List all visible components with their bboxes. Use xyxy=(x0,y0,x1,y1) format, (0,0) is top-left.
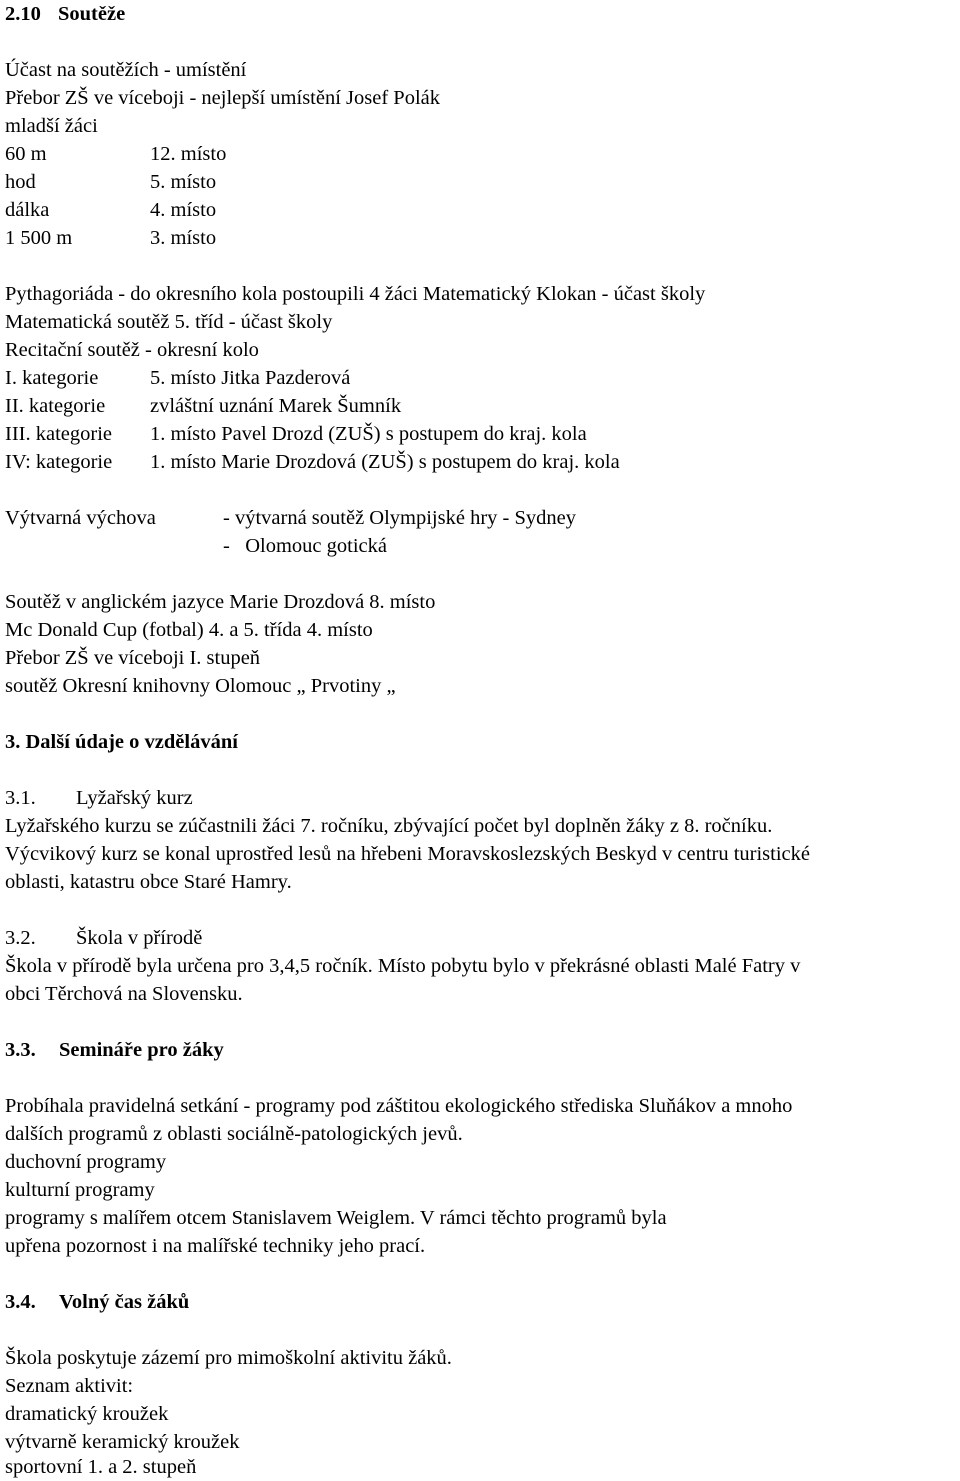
subsection-heading-3-2 xyxy=(5,926,203,950)
result-event: 60 m xyxy=(5,143,47,165)
result-row xyxy=(5,226,217,250)
text-line: Recitační soutěž - okresní kolo xyxy=(5,339,259,361)
text-line: upřena pozornost i na malířské techniky jeho prací. xyxy=(5,1235,426,1257)
text-line: Výcvikový kurz se konal uprostřed lesů na hřebeni Moravskoslezských Beskyd v centru turistické xyxy=(5,843,810,865)
category-value: 5. místo Jitka Pazderová xyxy=(150,367,351,389)
category-label: IV: kategorie xyxy=(5,451,113,473)
section-heading-2-10 xyxy=(5,2,125,26)
category-value: 1. místo Marie Drozdová (ZUŠ) s postupem do kraj. kola xyxy=(150,451,620,473)
subsection-heading-3-4 xyxy=(5,1290,190,1314)
text-line: mladší žáci xyxy=(5,115,98,137)
category-label: III. kategorie xyxy=(5,423,112,445)
text-line: výtvarně keramický kroužek xyxy=(5,1431,240,1453)
text-line: Soutěž v anglickém jazyce Marie Drozdová 8. místo xyxy=(5,591,436,613)
result-event: dálka xyxy=(5,199,50,221)
section-heading-3: 3. Další údaje o vzdělávání xyxy=(5,731,238,753)
subsection-title: Volný čas žáků xyxy=(59,1291,190,1313)
text-line: Pythagoriáda - do okresního kola postoupili 4 žáci Matematický Klokan - účast školy xyxy=(5,283,706,305)
subsection-title: Lyžařský kurz xyxy=(76,787,193,809)
text-line: Přebor ZŠ ve víceboji - nejlepší umístění Josef Polák xyxy=(5,87,440,109)
result-event: 1 500 m xyxy=(5,227,73,249)
text-line: soutěž Okresní knihovny Olomouc „ Prvotiny „ xyxy=(5,675,396,697)
text-line: kulturní programy xyxy=(5,1179,155,1201)
category-row xyxy=(5,366,351,390)
text-line: oblasti, katastru obce Staré Hamry. xyxy=(5,871,292,893)
text-line: Škola v přírodě byla určena pro 3,4,5 ročník. Místo pobytu bylo v překrásné oblasti Malé Fatry v xyxy=(5,955,801,977)
result-place: 4. místo xyxy=(150,199,217,221)
category-value: 1. místo Pavel Drozd (ZUŠ) s postupem do kraj. kola xyxy=(150,423,587,445)
subsection-title: Semináře pro žáky xyxy=(59,1039,224,1061)
subsection-title: Škola v přírodě xyxy=(76,927,203,949)
text-line: Škola poskytuje zázemí pro mimoškolní aktivitu žáků. xyxy=(5,1347,452,1369)
result-place: 3. místo xyxy=(150,227,217,249)
category-row xyxy=(5,394,402,418)
category-label: II. kategorie xyxy=(5,395,106,417)
category-label: I. kategorie xyxy=(5,367,99,389)
category-row xyxy=(5,450,620,474)
result-row xyxy=(5,142,227,166)
text-line: Seznam aktivit: xyxy=(5,1375,134,1397)
result-row xyxy=(5,170,217,194)
subsection-number: 3.1. xyxy=(5,787,36,809)
text-line: dramatický kroužek xyxy=(5,1403,169,1425)
result-place: 12. místo xyxy=(150,143,227,165)
text-line: Probíhala pravidelná setkání - programy pod záštitou ekologického střediska Sluňákov a mnoho xyxy=(5,1095,793,1117)
category-row xyxy=(5,422,587,446)
text-line: programy s malířem otcem Stanislavem Weiglem. V rámci těchto programů byla xyxy=(5,1207,667,1229)
subsection-number: 3.4. xyxy=(5,1291,36,1313)
category-value: zvláštní uznání Marek Šumník xyxy=(150,395,402,417)
subsection-number: 3.2. xyxy=(5,927,36,949)
art-label: Výtvarná výchova xyxy=(5,507,156,529)
result-event: hod xyxy=(5,171,36,193)
text-line: Účast na soutěžích - umístění xyxy=(5,59,247,81)
art-item: - Olomouc gotická xyxy=(223,535,387,557)
text-line: Matematická soutěž 5. tříd - účast školy xyxy=(5,311,333,333)
text-line: Přebor ZŠ ve víceboji I. stupeň xyxy=(5,647,261,669)
text-line: dalších programů z oblasti sociálně-patologických jevů. xyxy=(5,1123,463,1145)
text-line: duchovní programy xyxy=(5,1151,167,1173)
subsection-heading-3-3 xyxy=(5,1038,224,1062)
text-line: Lyžařského kurzu se zúčastnili žáci 7. ročníku, zbývající počet byl doplněn žáky z 8. ročníku. xyxy=(5,815,773,837)
subsection-heading-3-1 xyxy=(5,786,193,810)
section-title: Soutěže xyxy=(58,3,126,25)
art-row xyxy=(5,506,576,530)
result-place: 5. místo xyxy=(150,171,217,193)
subsection-number: 3.3. xyxy=(5,1039,36,1061)
text-line: obci Těrchová na Slovensku. xyxy=(5,983,243,1005)
text-line: Mc Donald Cup (fotbal) 4. a 5. třída 4. místo xyxy=(5,619,373,641)
text-line: sportovní 1. a 2. stupeň xyxy=(5,1456,197,1478)
result-row xyxy=(5,198,217,222)
art-item: - výtvarná soutěž Olympijské hry - Sydney xyxy=(223,507,576,529)
section-number: 2.10 xyxy=(5,3,41,25)
